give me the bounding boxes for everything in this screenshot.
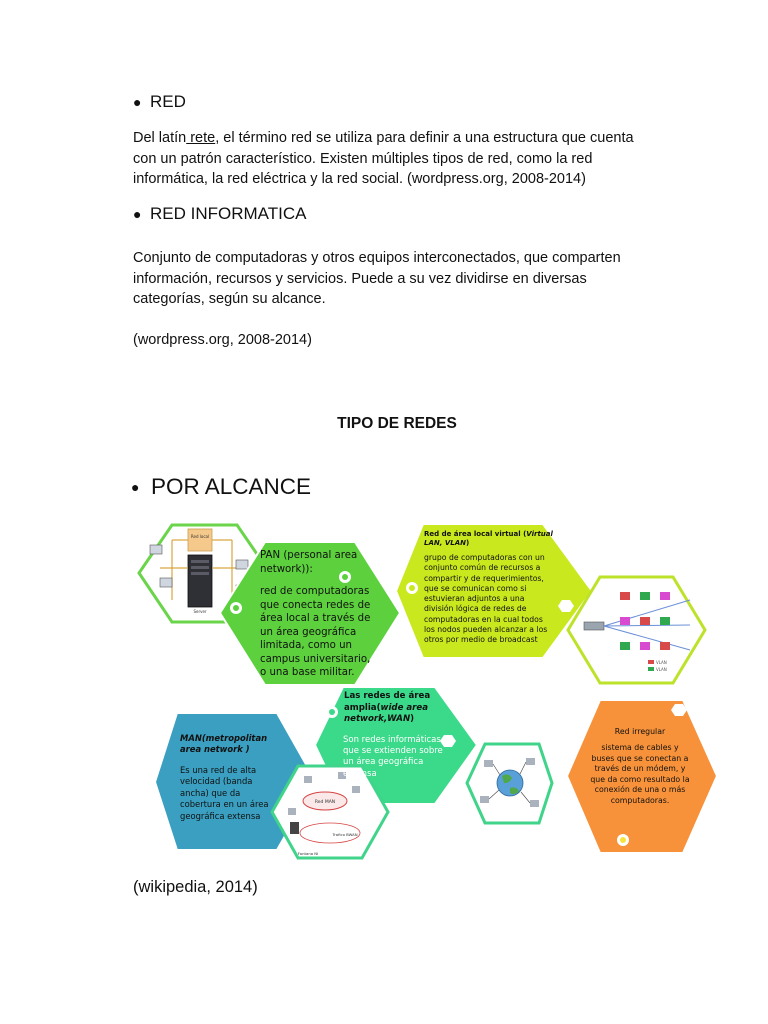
computer-icon [480, 796, 489, 803]
computer-icon [640, 617, 650, 625]
computer-icon [484, 760, 493, 767]
vlan-title [424, 530, 569, 548]
computer-icon [620, 617, 630, 625]
computer-icon [620, 592, 630, 600]
trafico-label: Trafico BWAN [332, 832, 358, 837]
bullet-dot-icon: ● [133, 206, 142, 222]
vlan-title-plain: Red de área local virtual ( [424, 530, 527, 538]
man-title: MAN(metropolitan area network ) [180, 733, 268, 755]
computer-icon [526, 758, 535, 765]
computer-icon [352, 786, 360, 793]
bullet-por-alcance-label: POR ALCANCE [151, 474, 312, 499]
citation-wordpress: (wordpress.org, 2008-2014) [133, 332, 312, 348]
computer-icon [288, 808, 296, 815]
computer-icon [620, 642, 630, 650]
text-before: Del latín [133, 130, 187, 146]
fontana-label: Fontana NI [297, 851, 319, 856]
person-icon [290, 822, 299, 834]
vlan-title-italic: Virtual LAN, VLAN [424, 530, 553, 547]
vlan-description: grupo de computadoras con un conjunto común de recursos a compartir y de requerimientos, que se comunican como si estuvieran adjuntos a una división lógica de redes de computadoras en la cual todos los nodos pueden alcanzar a los otros por medio de broadcast [424, 553, 548, 645]
hex-wan-image [467, 744, 552, 823]
red-man-label: Red MAN [314, 800, 336, 805]
computer-icon [530, 800, 539, 807]
bullet-red-informatica-label: RED INFORMATICA [150, 204, 307, 223]
computer-icon [660, 642, 670, 650]
computer-icon [660, 592, 670, 600]
wan-title-end: ) [410, 714, 415, 725]
rete-word: rete [186, 130, 216, 146]
vlan-title-end: ) [466, 539, 470, 547]
vlan-tag-label: VLAN [656, 660, 667, 665]
wan-title [344, 691, 448, 726]
vlan-tag-label: VLAN [656, 667, 667, 672]
bullet-red-label: RED [150, 92, 186, 111]
pan-description: red de computadoras que conecta redes de área local a través de un área geográfica limitada, como un campus universitario, o una base militar. [260, 586, 371, 678]
server-label: Server [193, 609, 207, 614]
computer-icon [160, 578, 172, 587]
red-local-label: Red local [190, 534, 210, 539]
bullet-dot-icon: ● [133, 94, 142, 110]
irregular-description: sistema de cables y buses que se conectan a través de un módem, y que da como resultado la conexión de una o más computadoras. [590, 743, 690, 805]
wan-title-plain: Las redes de área amplia( [344, 691, 431, 713]
computer-icon [640, 642, 650, 650]
computer-icon [660, 617, 670, 625]
wan-description: Son redes informáticas que se extienden sobre un área geográfica extensa [343, 735, 443, 779]
irregular-title: Red irregular [614, 727, 666, 736]
pan-title: PAN (personal area network)): [260, 550, 358, 575]
bullet-dot-icon: ● [131, 479, 140, 495]
switch-icon [584, 622, 604, 630]
paragraph-red-informatica: Conjunto de computadoras y otros equipos interconectados, que comparten información, recursos y servicios. Puede a su vez dividirse en diversas categorías, según su alcance. [133, 250, 621, 307]
red-local-box [188, 529, 212, 551]
computer-icon [150, 545, 162, 554]
text-after: , el término red se utiliza para definir a una estructura que cuenta con un patrón característico. Existen múltiples tipos de red, como la red informática, la red eléctrica y la red social. (wordpress.org, 2008-2014) [133, 130, 634, 187]
computer-icon [236, 560, 248, 569]
man-description: Es una red de alta velocidad (banda ancha) que da cobertura en un área geográfica extensa [180, 765, 269, 821]
computer-icon [304, 776, 312, 783]
section-title-tipo-de-redes: TIPO DE REDES [337, 415, 457, 432]
computer-icon [640, 592, 650, 600]
citation-wikipedia: (wikipedia, 2014) [133, 878, 258, 896]
wan-title-italic: wide area network,WAN [344, 702, 429, 725]
